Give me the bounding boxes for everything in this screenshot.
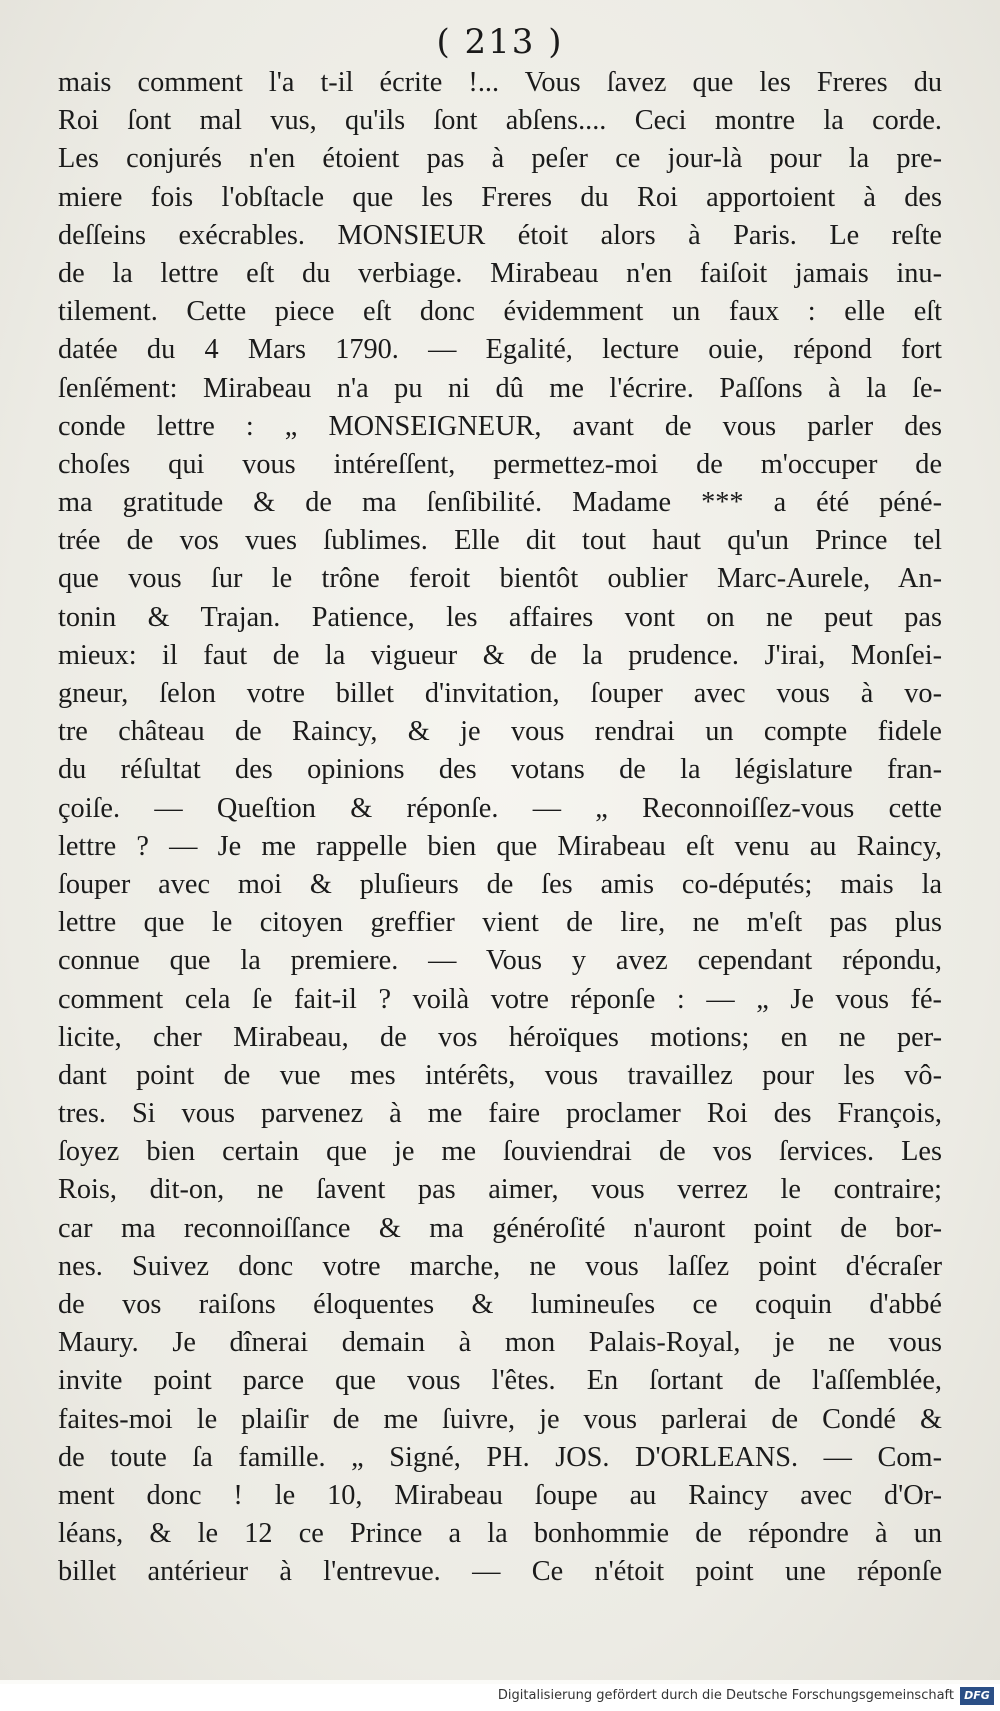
text-line: tonin & Trajan. Patience, les affaires vont on ne peut pas (58, 601, 942, 633)
text-line: trée de vos vues ſublimes. Elle dit tout haut qu'un Prince tel (58, 525, 942, 557)
text-line: ment donc ! le 10, Mirabeau ſoupe au Raincy avec d'Or- (58, 1479, 942, 1511)
footer-bar (0, 1684, 1000, 1711)
text-line: licite, cher Mirabeau, de vos héroïques motions; en ne per- (58, 1021, 942, 1053)
text-line: gneur, ſelon votre billet d'invitation, ſouper avec vous à vo- (58, 678, 942, 709)
text-line: lettre que le citoyen greffier vient de lire, ne m'eſt pas plus (58, 907, 942, 939)
text-line: connue que la premiere. — Vous y avez cependant répondu, (58, 945, 942, 977)
text-line: lettre ? — Je me rappelle bien que Mirabeau eſt venu au Raincy, (58, 830, 942, 862)
text-line: du réſultat des opinions des votans de la législature fran- (58, 754, 942, 786)
text-line: Les conjurés n'en étoient pas à peſer ce jour-là pour la pre- (58, 143, 942, 175)
text-line: dant point de vue mes intérêts, vous travaillez pour les vô- (58, 1059, 942, 1091)
page-number: ( 213 ) (436, 22, 564, 62)
text-line: Maury. Je dînerai demain à mon Palais-Royal, je ne vous (58, 1327, 942, 1359)
text-line: faites-moi le plaiſir de me ſuivre, je vous parlerai de Condé & (58, 1403, 942, 1435)
text-line: mieux: il faut de la vigueur & de la prudence. J'irai, Monſei- (58, 639, 942, 671)
text-line: ſouper avec moi & pluſieurs de ſes amis co-députés; mais la (58, 868, 942, 900)
text-line: tilement. Cette piece eſt donc évidemment un faux : elle eſt (58, 296, 942, 328)
text-line: choſes qui vous intéreſſent, permettez-moi de m'occuper de (58, 448, 942, 480)
text-line: ma gratitude & de ma ſenſibilité. Madame *** a été péné- (58, 487, 942, 519)
body-text (58, 64, 942, 1592)
text-line: car ma reconnoiſſance & ma généroſité n'auront point de bor- (58, 1212, 942, 1244)
text-line: de la lettre eſt du verbiage. Mirabeau n'en faiſoit jamais inu- (58, 257, 942, 289)
text-line: invite point parce que vous l'êtes. En ſortant de l'aſſemblée, (58, 1365, 942, 1397)
text-line: billet antérieur à l'entrevue. — Ce n'étoit point une réponſe (58, 1556, 942, 1588)
footer-credit: Digitalisierung gefördert durch die Deutsche Forschungsgemeinschaft (497, 1688, 954, 1703)
text-line: conde lettre : „ MONSEIGNEUR, avant de vous parler des (58, 410, 942, 442)
text-line: datée du 4 Mars 1790. — Egalité, lecture ouie, répond fort (58, 334, 942, 366)
text-line: tre château de Raincy, & je vous rendrai un compte fidele (58, 716, 942, 748)
text-line: ſoyez bien certain que je me ſouviendrai de vos ſervices. Les (58, 1136, 942, 1168)
text-line: ſenſément: Mirabeau n'a pu ni dû me l'écrire. Paſſons à la ſe- (58, 372, 942, 404)
text-line: que vous ſur le trône feroit bientôt oublier Marc-Aurele, An- (58, 563, 942, 595)
text-line: çoiſe. — Queſtion & réponſe. — „ Reconnoiſſez-vous cette (58, 792, 942, 824)
text-line: deſſeins exécrables. MONSIEUR étoit alors à Paris. Le reſte (58, 219, 942, 251)
text-line: de toute ſa famille. „ Signé, PH. JOS. D'ORLEANS. — Com- (58, 1441, 942, 1473)
text-line: comment cela ſe fait-il ? voilà votre réponſe : — „ Je vous fé- (58, 983, 942, 1015)
text-line: Roi ſont mal vus, qu'ils ſont abſens.... Ceci montre la corde. (58, 105, 942, 137)
text-line: de vos raiſons éloquentes & lumineuſes ce coquin d'abbé (58, 1289, 942, 1320)
text-line: Rois, dit-on, ne ſavent pas aimer, vous verrez le contraire; (58, 1174, 942, 1206)
text-line: nes. Suivez donc votre marche, ne vous laſſez point d'écraſer (58, 1250, 942, 1282)
text-line: tres. Si vous parvenez à me faire proclamer Roi des François, (58, 1098, 942, 1130)
text-line: miere fois l'obſtacle que les Freres du Roi apportoient à des (58, 181, 942, 213)
text-line: mais comment l'a t-il écrite !... Vous ſavez que les Freres du (58, 67, 942, 98)
text-line: léans, & le 12 ce Prince a la bonhommie de répondre à un (58, 1518, 942, 1550)
dfg-logo-icon: DFG (960, 1687, 994, 1705)
